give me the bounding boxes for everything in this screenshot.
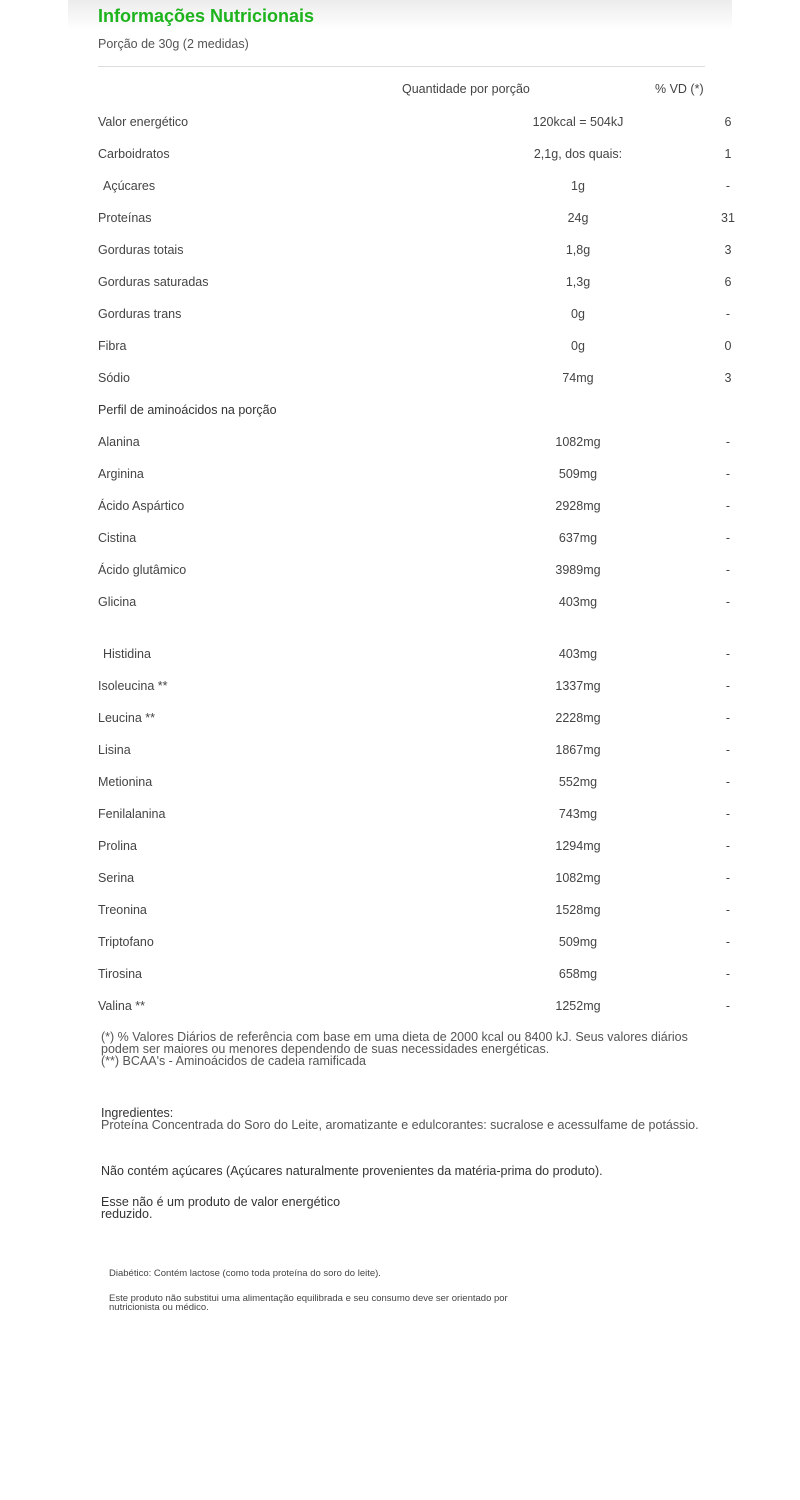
table-row: [98, 394, 705, 426]
row-label: Glicina: [98, 595, 137, 609]
row-quantity: 1082mg: [555, 435, 601, 449]
table-row: [98, 990, 731, 1022]
table-row: [98, 670, 731, 702]
table-row: [98, 298, 731, 330]
sugar-note: Não contém açúcares (Açúcares naturalmente provenientes da matéria-prima do produto).: [101, 1164, 603, 1178]
row-vd: -: [725, 711, 731, 725]
table-row: [98, 458, 731, 490]
row-vd: -: [725, 531, 731, 545]
row-label: Carboidratos: [98, 147, 170, 161]
table-row: [98, 234, 732, 266]
row-quantity: 0g: [571, 307, 585, 321]
table-row: [98, 106, 732, 138]
row-quantity: 120kcal = 504kJ: [532, 115, 624, 129]
table-row: [98, 862, 731, 894]
row-label: Fenilalanina: [98, 807, 166, 821]
row-quantity: 1528mg: [555, 903, 601, 917]
row-label: Alanina: [98, 435, 140, 449]
row-quantity: 403mg: [558, 647, 598, 661]
bcaa-footnote: (**) BCAA's - Aminoácidos de cadeia ramificada: [101, 1054, 367, 1068]
energy-note: Esse não é um produto de valor energético reduzido.: [101, 1195, 341, 1221]
row-vd: -: [725, 871, 731, 885]
row-quantity: 658mg: [558, 967, 598, 981]
row-quantity: 74mg: [562, 371, 594, 385]
row-label: Gorduras trans: [98, 307, 182, 321]
table-row: [98, 702, 731, 734]
row-label: Sódio: [98, 371, 130, 385]
row-vd: 3: [724, 371, 732, 385]
table-row: [98, 638, 731, 670]
row-vd: -: [725, 935, 731, 949]
row-label: Proteínas: [98, 211, 152, 225]
row-label: Treonina: [98, 903, 147, 917]
table-row: [98, 894, 731, 926]
row-quantity: 743mg: [558, 807, 598, 821]
row-quantity: 552mg: [558, 775, 598, 789]
row-label: Ácido glutâmico: [98, 563, 187, 577]
quantity-header: Quantidade por porção: [402, 82, 530, 96]
row-quantity: 1g: [571, 179, 585, 193]
row-label: Tirosina: [98, 967, 142, 981]
table-row: [98, 958, 731, 990]
row-vd: -: [725, 679, 731, 693]
row-label: Prolina: [98, 839, 137, 853]
row-quantity: 509mg: [558, 935, 598, 949]
table-row: [98, 138, 732, 170]
row-quantity: 637mg: [558, 531, 598, 545]
row-vd: -: [725, 775, 731, 789]
vd-header: % VD (*): [655, 82, 704, 96]
row-vd: -: [725, 179, 731, 193]
table-row: [98, 798, 731, 830]
row-label: Perfil de aminoácidos na porção: [98, 403, 277, 417]
ingredients-heading: Ingredientes:: [101, 1106, 174, 1120]
page-title: Informações Nutricionais: [98, 6, 315, 26]
row-vd: -: [725, 563, 731, 577]
row-vd: 31: [721, 211, 735, 225]
row-label: Ácido Aspártico: [98, 499, 185, 513]
row-vd: -: [725, 743, 731, 757]
table-row: [98, 830, 731, 862]
row-vd: -: [725, 839, 731, 853]
row-quantity: 1,8g: [565, 243, 591, 257]
row-label: Lisina: [98, 743, 131, 757]
portion-size: Porção de 30g (2 medidas): [98, 37, 249, 51]
table-row: [98, 266, 732, 298]
row-quantity: 1294mg: [555, 839, 601, 853]
row-vd: -: [725, 307, 731, 321]
row-label: Açúcares: [103, 179, 156, 193]
row-label: Gorduras saturadas: [98, 275, 209, 289]
table-row: [98, 362, 732, 394]
footnotes: [101, 1031, 711, 1067]
vd-footnote: (*) % Valores Diários de referência com base em uma dieta de 2000 kcal ou 8400 kJ. Seus valores diários podem ser maiores ou menores dependendo de suas necessidades energéticas.: [101, 1030, 688, 1056]
row-label: Triptofano: [98, 935, 154, 949]
row-label: Fibra: [98, 339, 127, 353]
row-vd: -: [725, 967, 731, 981]
row-quantity: 403mg: [558, 595, 598, 609]
row-vd: -: [725, 647, 731, 661]
table-row: [98, 766, 731, 798]
row-vd: 6: [724, 275, 732, 289]
ingredients-text: Proteína Concentrada do Soro do Leite, aromatizante e edulcorantes: sucralose e acessulfame de potássio.: [101, 1118, 699, 1132]
table-row: [98, 170, 731, 202]
table-row: [98, 926, 731, 958]
row-quantity: 3989mg: [555, 563, 601, 577]
row-vd: 0: [724, 339, 732, 353]
row-label: Valina **: [98, 999, 146, 1013]
table-row: [98, 330, 732, 362]
row-label: Serina: [98, 871, 135, 885]
row-label: Arginina: [98, 467, 144, 481]
row-quantity: 0g: [571, 339, 585, 353]
row-label: Cistina: [98, 531, 137, 545]
table-row: [98, 586, 731, 618]
row-vd: -: [725, 467, 731, 481]
table-row: [98, 426, 731, 458]
table-row: [98, 734, 731, 766]
row-vd: -: [725, 903, 731, 917]
row-quantity: 2228mg: [555, 711, 601, 725]
row-label: Isoleucina **: [98, 679, 168, 693]
table-row: [98, 522, 731, 554]
row-label: Gorduras totais: [98, 243, 184, 257]
advice-note: Este produto não substitui uma alimentação equilibrada e seu consumo deve ser orientado por nutricionista ou médico.: [109, 1293, 508, 1313]
row-vd: -: [725, 499, 731, 513]
divider: [98, 66, 705, 67]
row-vd: 3: [724, 243, 732, 257]
row-label: Leucina **: [98, 711, 155, 725]
row-vd: 1: [724, 147, 732, 161]
row-vd: -: [725, 807, 731, 821]
table-row: [98, 490, 731, 522]
row-quantity: 1867mg: [555, 743, 601, 757]
row-quantity: 1,3g: [565, 275, 591, 289]
row-vd: 6: [724, 115, 732, 129]
table-row: [98, 554, 731, 586]
row-quantity: 2928mg: [555, 499, 601, 513]
row-label: Metionina: [98, 775, 153, 789]
row-quantity: 2,1g, dos quais:: [533, 147, 623, 161]
row-quantity: 1082mg: [555, 871, 601, 885]
row-quantity: 24g: [567, 211, 589, 225]
table-row: [98, 202, 735, 234]
row-vd: -: [725, 999, 731, 1013]
row-vd: -: [725, 435, 731, 449]
row-label: Valor energético: [98, 115, 189, 129]
row-quantity: 509mg: [558, 467, 598, 481]
diabetic-note: Diabético: Contém lactose (como toda proteína do soro do leite).: [109, 1268, 381, 1279]
ingredients: [101, 1107, 701, 1131]
row-label: Histidina: [103, 647, 151, 661]
row-quantity: 1252mg: [555, 999, 601, 1013]
row-vd: -: [725, 595, 731, 609]
row-quantity: 1337mg: [555, 679, 601, 693]
